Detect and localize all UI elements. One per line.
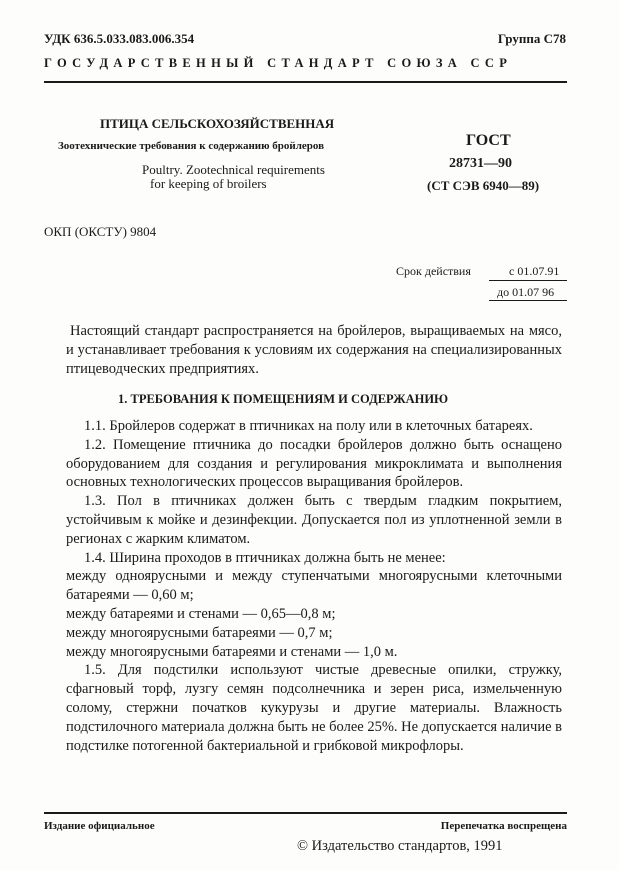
st-sev-number: (СТ СЭВ 6940—89) xyxy=(427,178,540,193)
document-title: ПТИЦА СЕЛЬСКОХОЗЯЙСТВЕННАЯ xyxy=(100,116,335,131)
state-standard-banner: ГОСУДАРСТВЕННЫЙ СТАНДАРТ СОЮЗА ССР xyxy=(44,56,513,70)
english-title-line-2: for keeping of broilers xyxy=(150,176,267,191)
intro-block xyxy=(66,322,562,378)
group-code: Группа С78 xyxy=(497,31,566,46)
requirements-block xyxy=(66,417,562,755)
copyright-notice: © Издательство стандартов, 1991 xyxy=(297,838,503,854)
udk-code: УДК 636.5.033.083.006.354 xyxy=(44,31,195,46)
official-edition-label: Издание официальное xyxy=(44,820,155,832)
reprint-notice: Перепечатка воспрещена xyxy=(440,820,567,832)
paragraph-1-2: 1.2. Помещение птичника до посадки бройлеров должно быть оснащено оборудованием для создания и регулирования микроклимата и выполнения основных технологических процессов выращивания бройлеров. xyxy=(66,436,562,491)
document-subtitle: Зоотехнические требования к содержанию бройлеров xyxy=(58,140,325,152)
section-heading: 1. ТРЕБОВАНИЯ К ПОМЕЩЕНИЯМ И СОДЕРЖАНИЮ xyxy=(118,392,449,406)
paragraph-1-4: 1.4. Ширина проходов в птичниках должна быть не менее: xyxy=(84,549,446,566)
gost-label: ГОСТ xyxy=(466,132,511,149)
english-title-line-1: Poultry. Zootechnical requirements xyxy=(142,162,325,177)
width-item: между одноярусными и между ступенчатыми многоярусными клеточными батареями — 0,60 м; xyxy=(66,568,562,604)
paragraph-1-3: 1.3. Пол в птичниках должен быть с твердым гладким покрытием, устойчивым к мойке и дезинфекции. Допускается пол из уплотненной земли в регионах с жарким климатом. xyxy=(66,493,562,547)
width-item: между батареями и стенами — 0,65—0,8 м; xyxy=(66,605,336,622)
paragraph-1-5: 1.5. Для подстилки используют чистые древесные опилки, стружку, сфагновый торф, лузгу семян подсолнечника и зерен риса, измельченную солому, стержни початков кукурузы и другие материалы. Влажность подстилочного материала должна быть не более 25%. Не допускается наличие в подстилке потогенной бактериальной и грибковой микрофлоры. xyxy=(66,662,563,754)
validity-divider xyxy=(489,280,567,281)
validity-from: с 01.07.91 xyxy=(509,264,560,278)
gost-number: 28731—90 xyxy=(449,156,512,171)
validity-label: Срок действия xyxy=(396,264,471,278)
validity-underline xyxy=(489,300,567,301)
validity-to: до 01.07 96 xyxy=(497,285,555,299)
okp-code: ОКП (ОКСТУ) 9804 xyxy=(44,224,157,239)
width-item: между многоярусными батареями и стенами — 1,0 м. xyxy=(66,643,398,660)
header-divider xyxy=(44,81,567,83)
footer-divider xyxy=(44,812,567,814)
width-item: между многоярусными батареями — 0,7 м; xyxy=(66,624,333,641)
intro-paragraph: Настоящий стандарт распространяется на бройлеров, выращиваемых на мясо, и устанавливает требования к условиям их содержания на специализированных птицеводческих предприятиях. xyxy=(66,323,562,377)
paragraph-1-1: 1.1. Бройлеров содержат в птичниках на полу или в клеточных батареях. xyxy=(84,418,533,434)
